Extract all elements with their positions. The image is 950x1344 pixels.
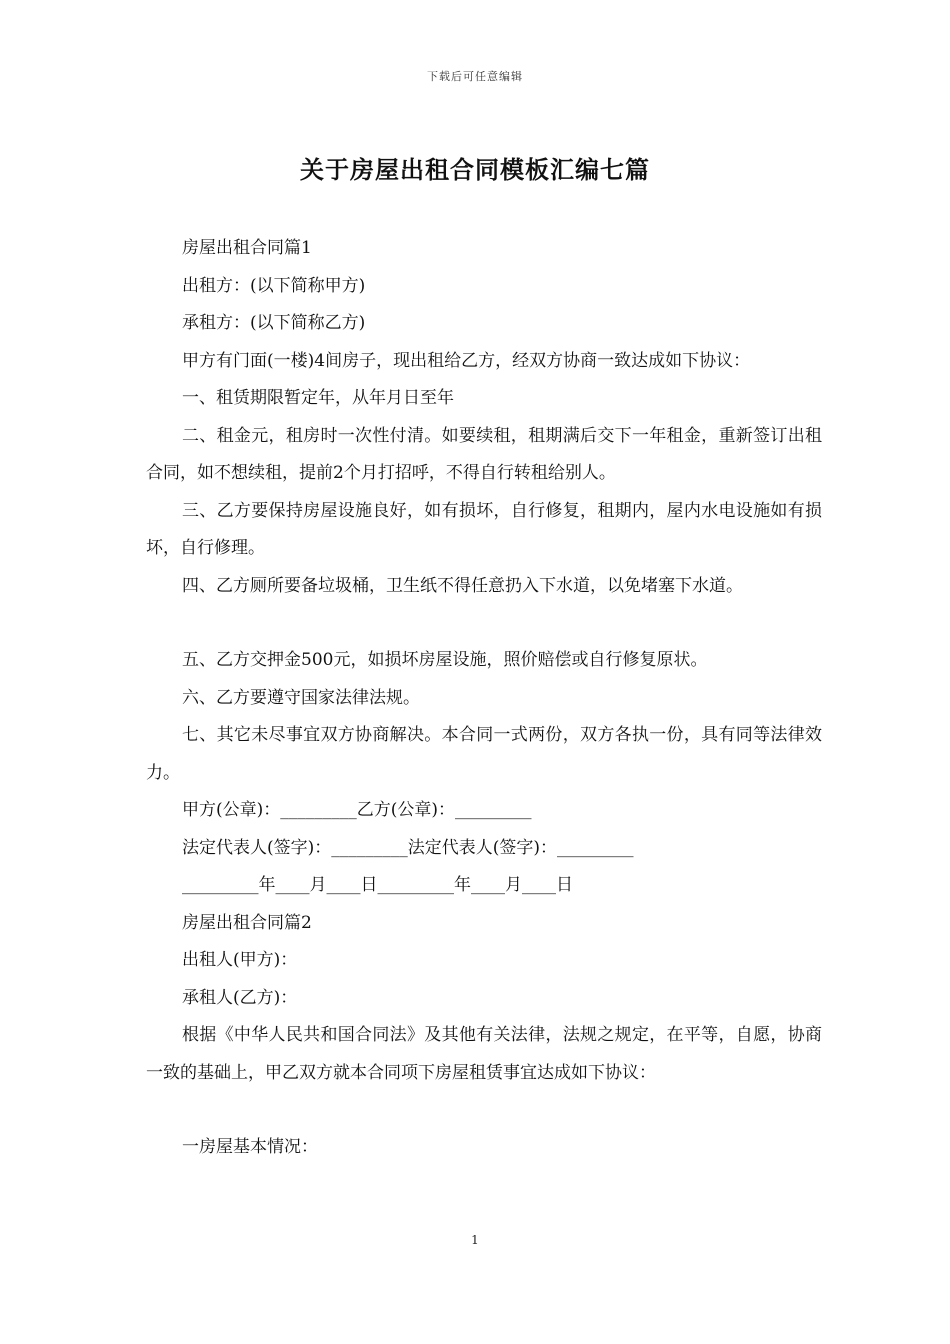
- document-body: [146, 230, 822, 1167]
- lessor-line: 出租人(甲方)：: [182, 950, 298, 970]
- section-heading: 房屋出租合同篇2: [182, 912, 312, 933]
- page-number: 1: [471, 1233, 479, 1247]
- agreement-intro: 根据《中华人民共和国合同法》及其他有关法律，法规之规定，在平等，自愿，协商一致的基础上，甲乙双方就本合同项下房屋租赁事宜达成如下协议：: [146, 1025, 822, 1083]
- lessor-line: 出租方：(以下简称甲方): [182, 275, 366, 296]
- document-title: 关于房屋出租合同模板汇编七篇: [300, 155, 650, 184]
- clause-4: 四、乙方厕所要备垃圾桶，卫生纸不得任意扔入下水道，以免堵塞下水道。: [182, 575, 743, 596]
- signature-line: 法定代表人(签字)：_________法定代表人(签字)：_________: [182, 837, 634, 858]
- clause-5: 五、乙方交押金500元，如损坏房屋设施，照价赔偿或自行修复原状。: [182, 650, 708, 670]
- clause-2: 二、租金元，租房时一次性付清。如要续租，租期满后交下一年租金，重新签订出租合同，如不想续租，提前2个月打招呼，不得自行转租给别人。: [146, 425, 822, 483]
- seal-line: 甲方(公章)：_________乙方(公章)：_________: [182, 800, 532, 820]
- clause-6: 六、乙方要遵守国家法律法规。: [182, 687, 420, 708]
- lessee-line: 承租人(乙方)：: [182, 987, 298, 1008]
- section-heading: 房屋出租合同篇1: [182, 238, 312, 258]
- lessee-line: 承租方：(以下简称乙方): [182, 313, 366, 333]
- agreement-intro: 甲方有门面(一楼)4间房子，现出租给乙方，经双方协商一致达成如下协议：: [182, 350, 751, 371]
- clause-7: 七、其它未尽事宜双方协商解决。本合同一式两份，双方各执一份，具有同等法律效力。: [146, 725, 822, 783]
- clause-1: 一、租赁期限暂定年，从年月日至年: [182, 388, 454, 408]
- clause-3: 三、乙方要保持房屋设施良好，如有损坏，自行修复，租期内，屋内水电设施如有损坏，自行修理。: [146, 500, 822, 558]
- date-line: _________年____月____日_________年____月____日: [182, 875, 573, 895]
- subsection-heading: 一房屋基本情况：: [182, 1137, 318, 1157]
- header-note: 下载后可任意编辑: [427, 70, 523, 83]
